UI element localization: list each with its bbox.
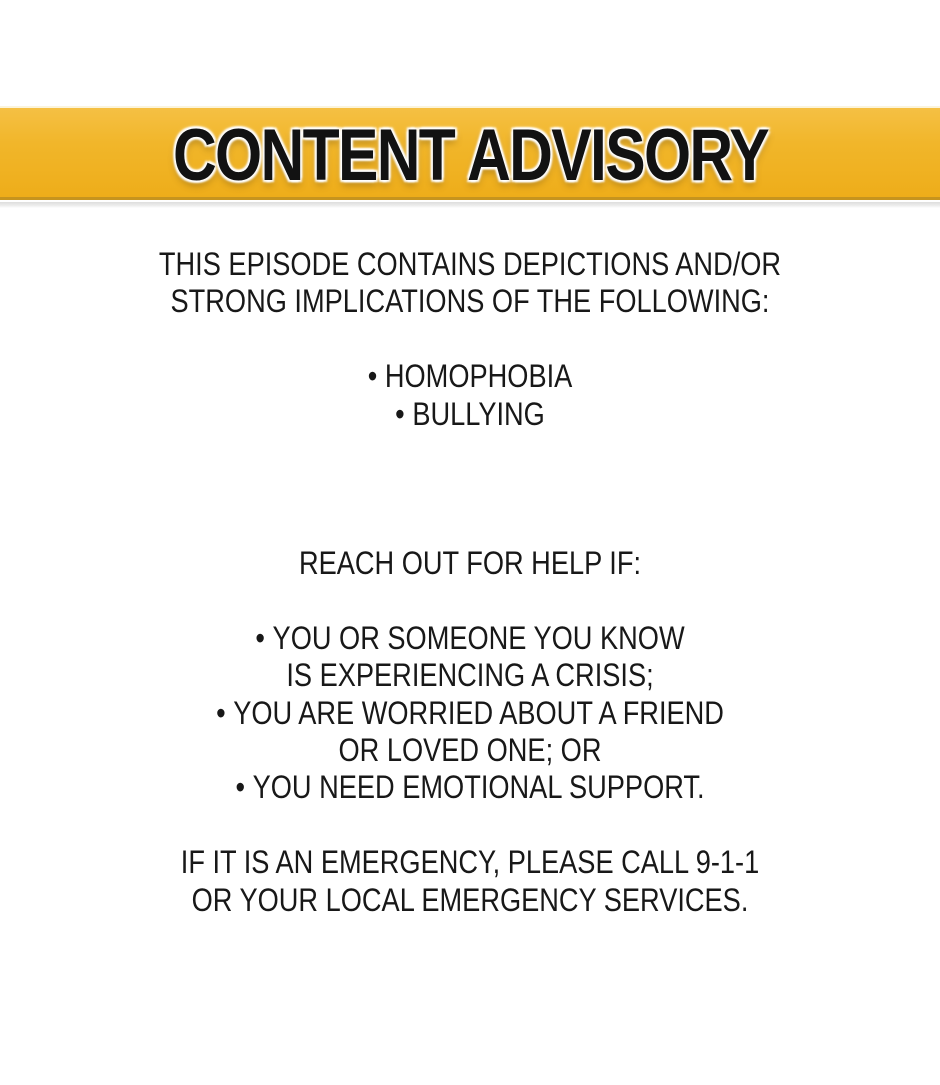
bullet-glyph: • [255,619,265,656]
help-item-line [71,657,870,694]
intro-line-2: STRONG IMPLICATIONS OF THE FOLLOWING: [170,283,770,320]
bullet-glyph: • [216,694,226,731]
help-item-text: YOU ARE WORRIED ABOUT A FRIEND [233,694,724,731]
emergency-line-1: IF IT IS AN EMERGENCY, PLEASE CALL 9-1-1 [180,844,760,881]
emergency-line-2: OR YOUR LOCAL EMERGENCY SERVICES. [191,881,749,918]
help-item-text: YOU OR SOMEONE YOU KNOW [272,619,685,656]
help-item-text: IS EXPERIENCING A CRISIS; [286,657,654,694]
content-advisory-banner [0,106,940,200]
help-item-text: YOU NEED EMOTIONAL SUPPORT. [252,769,705,806]
intro-line-1: THIS EPISODE CONTAINS DEPICTIONS AND/OR [158,246,782,282]
bullet-glyph: • [235,769,245,806]
warning-item-homophobia [71,358,870,395]
bullet-glyph: • [367,358,378,395]
help-item-text: OR LOVED ONE; OR [338,732,602,769]
warning-label: HOMOPHOBIA [384,358,573,395]
banner-drop-shadow [0,202,940,208]
help-item-line [71,769,870,806]
help-heading: REACH OUT FOR HELP IF: [298,545,642,582]
warning-item-bullying [71,396,870,433]
help-item-line [71,732,870,769]
content-advisory-title: CONTENT ADVISORY [172,114,768,196]
help-item-line [71,620,870,657]
warning-label: BULLYING [412,395,545,432]
advisory-body [71,246,870,919]
help-item-line [71,695,870,732]
bullet-glyph: • [395,395,405,432]
